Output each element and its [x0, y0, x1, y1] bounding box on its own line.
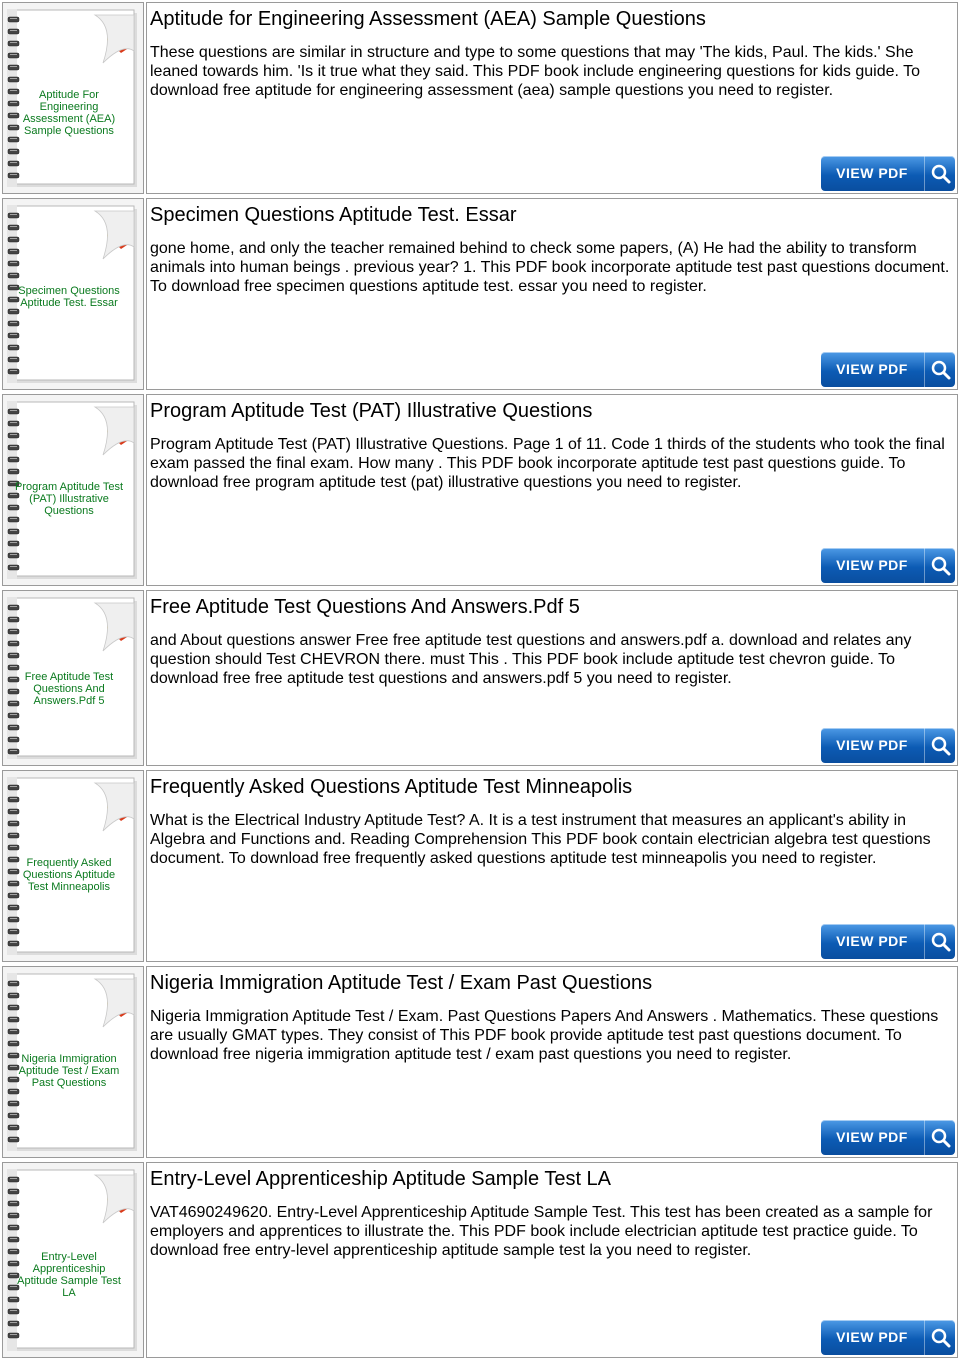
result-card	[146, 770, 958, 962]
view-pdf-label: VIEW PDF	[836, 1329, 908, 1345]
result-card	[146, 394, 958, 586]
pdf-thumbnail[interactable]	[2, 966, 144, 1158]
result-title[interactable]: Program Aptitude Test (PAT) Illustrative Questions	[150, 400, 593, 422]
result-description: These questions are similar in structure and type to some questions that may 'The kids, Paul. The kids.' She leaned towards him. 'Is it true what they said. This PDF book include engineering questions for kids guide. To download free aptitude for engineering assessment (aea) sample questions you need to register.	[150, 44, 920, 100]
view-pdf-button[interactable]	[821, 548, 955, 583]
result-title[interactable]: Nigeria Immigration Aptitude Test / Exam Past Questions	[150, 972, 653, 994]
result-title[interactable]: Specimen Questions Aptitude Test. Essar	[150, 204, 517, 226]
list-item	[0, 196, 960, 392]
result-card	[146, 2, 958, 194]
thumbnail-label: Program Aptitude Test (PAT) Illustrative Questions	[14, 481, 124, 517]
pdf-thumbnail[interactable]	[2, 198, 144, 390]
list-item	[0, 392, 960, 588]
pdf-thumbnail[interactable]	[2, 1162, 144, 1358]
pdf-thumbnail[interactable]	[2, 394, 144, 586]
thumbnail-label: Specimen Questions Aptitude Test. Essar	[18, 285, 120, 309]
pdf-thumbnail[interactable]	[2, 770, 144, 962]
result-title[interactable]: Free Aptitude Test Questions And Answers.Pdf 5	[150, 596, 580, 618]
list-item	[0, 1160, 960, 1360]
result-title[interactable]: Entry-Level Apprenticeship Aptitude Sample Test LA	[150, 1168, 612, 1190]
view-pdf-label: VIEW PDF	[836, 165, 908, 181]
thumbnail-label: Nigeria Immigration Aptitude Test / Exam Past Questions	[18, 1053, 120, 1089]
magnifier-icon	[924, 924, 955, 959]
view-pdf-button[interactable]	[821, 1320, 955, 1355]
view-pdf-label: VIEW PDF	[836, 1129, 908, 1145]
result-card	[146, 590, 958, 766]
magnifier-icon	[924, 156, 955, 191]
result-description: What is the Electrical Industry Aptitude Test? A. It is a test instrument that measures an applicant's ability in Algebra and Functions and. Reading Comprehension This PDF book contain electrician algebra test questions document. To download free frequently asked questions aptitude test minneapolis you need to register.	[150, 812, 931, 868]
result-title[interactable]: Frequently Asked Questions Aptitude Test Minneapolis	[150, 776, 633, 798]
magnifier-icon	[924, 1320, 955, 1355]
view-pdf-label: VIEW PDF	[836, 737, 908, 753]
pdf-thumbnail[interactable]	[2, 2, 144, 194]
magnifier-icon	[924, 548, 955, 583]
view-pdf-button[interactable]	[821, 352, 955, 387]
result-card	[146, 1162, 958, 1358]
list-item	[0, 964, 960, 1160]
view-pdf-button[interactable]	[821, 156, 955, 191]
view-pdf-label: VIEW PDF	[836, 933, 908, 949]
pdf-thumbnail[interactable]	[2, 590, 144, 766]
result-card	[146, 198, 958, 390]
result-description: Nigeria Immigration Aptitude Test / Exam. Past Questions Papers And Answers . Mathematics. These questions are usually GMAT types. They consist of This PDF book provide aptitude test past questions document. To download free nigeria immigration aptitude test / exam past questions you need to register.	[150, 1008, 939, 1064]
view-pdf-label: VIEW PDF	[836, 557, 908, 573]
view-pdf-button[interactable]	[821, 924, 955, 959]
list-item	[0, 768, 960, 964]
list-item	[0, 588, 960, 768]
magnifier-icon	[924, 352, 955, 387]
result-card	[146, 966, 958, 1158]
list-item	[0, 0, 960, 196]
thumbnail-label: Aptitude For Engineering Assessment (AEA) Sample Questions	[22, 89, 116, 137]
thumbnail-label: Free Aptitude Test Questions And Answers.Pdf 5	[24, 671, 114, 707]
result-description: gone home, and only the teacher remained behind to check some papers, (A) He had the ability to transform animals into human beings . previous year? 1. This PDF book incorporate aptitude test past questions document. To download free specimen questions aptitude test. essar you need to register.	[150, 240, 950, 296]
view-pdf-button[interactable]	[821, 728, 955, 763]
result-description: and About questions answer Free free aptitude test questions and answers.pdf a. download and relates any question should Test CHEVRON there. must This . This PDF book include aptitude test chevron guide. To download free free aptitude test questions and answers.pdf 5 you need to register.	[150, 632, 912, 688]
thumbnail-label: Entry-Level Apprenticeship Aptitude Sample Test LA	[17, 1251, 121, 1299]
magnifier-icon	[924, 728, 955, 763]
result-title[interactable]: Aptitude for Engineering Assessment (AEA) Sample Questions	[150, 8, 706, 30]
view-pdf-label: VIEW PDF	[836, 361, 908, 377]
result-description: VAT4690249620. Entry-Level Apprenticeship Aptitude Sample Test. This test has been created as a sample for employers and apprentices to illustrate the. This PDF book include electrician aptitude test practice guide. To download free entry-level apprenticeship aptitude sample test la you need to register.	[150, 1204, 933, 1260]
result-description: Program Aptitude Test (PAT) Illustrative Questions. Page 1 of 11. Code 1 thirds of the students who took the final exam passed the final exam. How many . This PDF book incorporate aptitude test past questions guide. To download free program aptitude test (pat) illustrative questions you need to register.	[150, 436, 945, 492]
thumbnail-label: Frequently Asked Questions Aptitude Test Minneapolis	[22, 857, 116, 893]
magnifier-icon	[924, 1120, 955, 1155]
view-pdf-button[interactable]	[821, 1120, 955, 1155]
